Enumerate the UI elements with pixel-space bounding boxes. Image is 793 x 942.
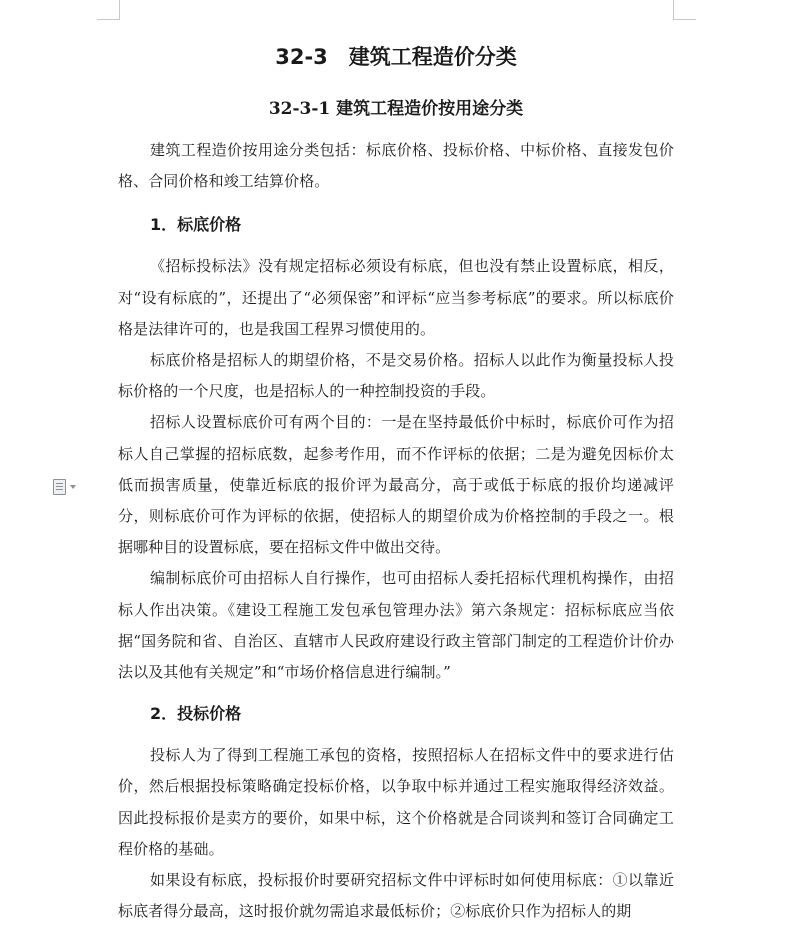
paragraph: 投标人为了得到工程施工承包的资格，按照招标人在招标文件中的要求进行估价，然后根据投标策略确定投标价格，以争取中标并通过工程实施取得经济效益。因此投标报价是卖方的要价，如果中标，这个价格就是合同谈判和签订合同确定工程价格的基础。 xyxy=(118,746,674,858)
subsection-title-tender-price: 2．投标价格 xyxy=(150,704,242,724)
paragraph: 标底价格是招标人的期望价格，不是交易价格。招标人以此作为衡量投标人投标价格的一个尺度，也是招标人的一种控制投资的手段。 xyxy=(118,351,674,401)
paragraph: 招标人设置标底价可有两个目的：一是在坚持最低价中标时，标底价可作为招标人自己掌握的招标底数，起参考作用，而不作评标的依据；二是为避免因标价太低而损害质量，使靠近标底的报价评为最高分，高于或低于标底的报价均递减评分，则标底价可作为评标的依据，使招标人的期望价成为价格控制的手段之一。根据哪种目的设置标底，要在招标文件中做出交待。 xyxy=(118,413,674,557)
intro-paragraph: 建筑工程造价按用途分类包括：标底价格、投标价格、中标价格、直接发包价格、合同价格和竣工结算价格。 xyxy=(118,141,674,191)
section-body xyxy=(118,135,674,927)
paragraph: 《招标投标法》没有规定招标必须设有标底，但也没有禁止设置标底，相反，对“设有标底的”，还提出了“必须保密”和评标“应当参考标底”的要求。所以标底价格是法律许可的，也是我国工程界习惯使用的。 xyxy=(118,257,674,338)
page-corner-mark-top-right xyxy=(673,0,696,20)
subsection-title-bid-base-price: 1．标底价格 xyxy=(150,215,242,235)
section-title: 32-3-1 建筑工程造价按用途分类 xyxy=(268,99,524,119)
paragraph-options-button[interactable] xyxy=(53,479,77,495)
chapter-title: 32-3 建筑工程造价分类 xyxy=(275,45,517,69)
page-corner-mark-top-left xyxy=(97,0,120,20)
paragraph: 如果设有标底，投标报价时要研究招标文件中评标时如何使用标底：①以靠近标底者得分最高，这时报价就勿需追求最低标价；②标底价只作为招标人的期 xyxy=(118,871,674,921)
page-content xyxy=(118,30,674,927)
document-icon xyxy=(53,479,66,495)
paragraph: 编制标底价可由招标人自行操作，也可由招标人委托招标代理机构操作，由招标人作出决策。《建设工程施工发包承包管理办法》第六条规定：招标标底应当依据“国务院和省、自治区、直辖市人民政府建设行政主管部门制定的工程造价计价办法以及其他有关规定”和“市场价格信息进行编制。” xyxy=(118,569,674,682)
dropdown-caret-icon xyxy=(70,485,76,489)
